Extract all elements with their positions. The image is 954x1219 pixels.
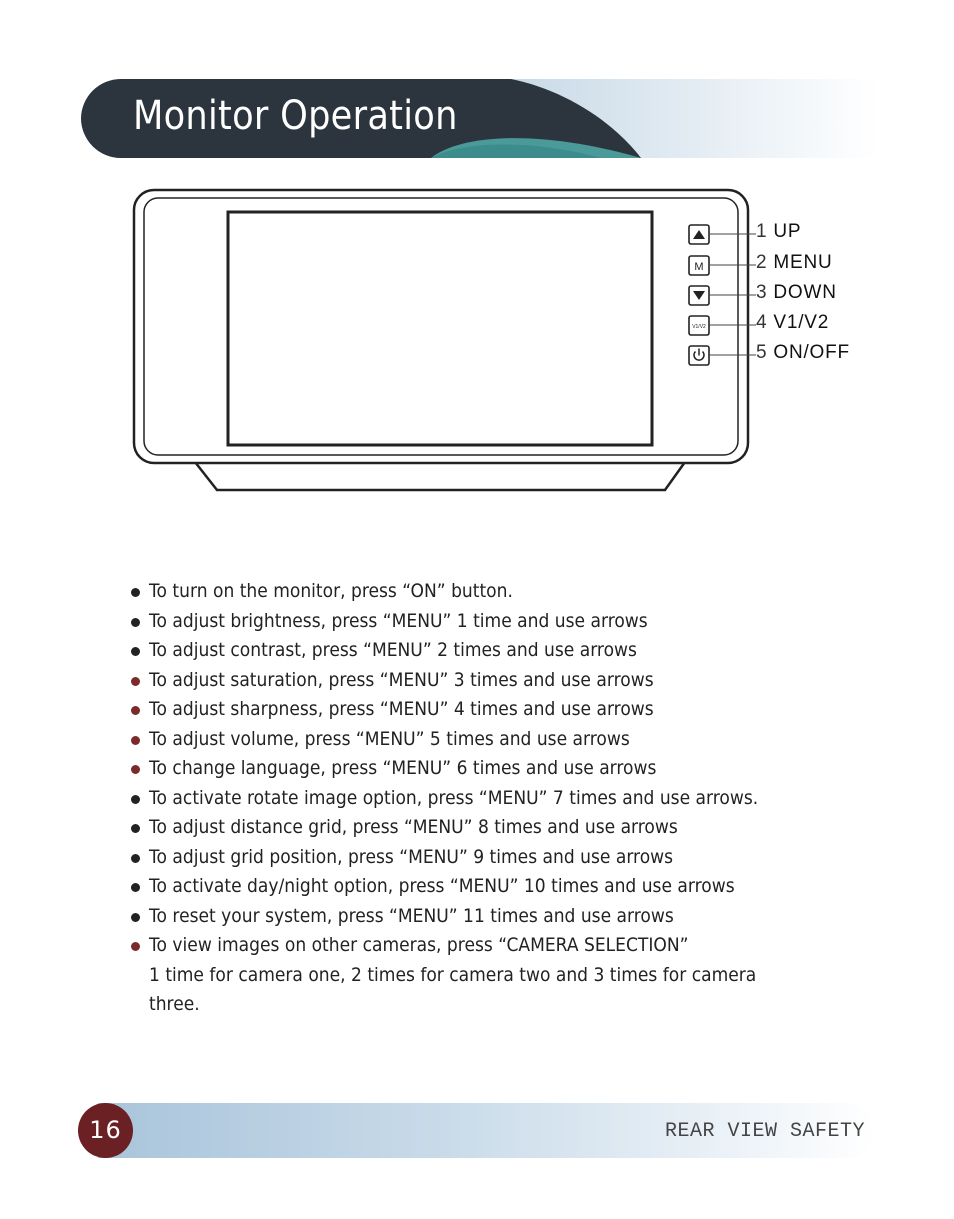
list-item: To adjust sharpness, press “MENU” 4 times and use arrows — [131, 695, 851, 725]
page-number: 16 — [89, 1116, 122, 1144]
menu-m-icon — [689, 256, 709, 275]
svg-text:M: M — [694, 261, 704, 273]
button-label-down: 3 DOWN — [756, 282, 837, 303]
bullet-icon — [131, 736, 140, 745]
brand-name: REAR VIEW SAFETY — [664, 1120, 865, 1143]
page-title: Monitor Operation — [133, 93, 458, 139]
bullet-icon — [131, 706, 140, 715]
bullet-icon — [131, 647, 140, 656]
bullet-icon — [131, 913, 140, 922]
list-item-continuation: three. — [149, 993, 200, 1015]
list-item: To reset your system, press “MENU” 11 times and use arrows — [131, 902, 851, 932]
list-item: To adjust distance grid, press “MENU” 8 times and use arrows — [131, 813, 851, 843]
button-label-onoff: 5 ON/OFF — [756, 342, 850, 363]
button-label-menu: 2 MENU — [756, 252, 833, 273]
instructions-list — [131, 577, 851, 1020]
bullet-icon — [131, 795, 140, 804]
bullet-icon — [131, 677, 140, 686]
down-triangle-icon — [689, 286, 709, 305]
list-item: To turn on the monitor, press “ON” button. — [131, 577, 851, 607]
header-banner — [81, 79, 878, 158]
button-label-v1v2: 4 V1/V2 — [756, 312, 830, 333]
bullet-icon — [131, 942, 140, 951]
svg-text:V1/V2: V1/V2 — [692, 324, 706, 330]
bullet-icon — [131, 588, 140, 597]
list-item: To activate rotate image option, press “MENU” 7 times and use arrows. — [131, 784, 851, 814]
list-item: To adjust volume, press “MENU” 5 times and use arrows — [131, 725, 851, 755]
page-footer — [78, 1103, 875, 1158]
list-item-continuation: 1 time for camera one, 2 times for camera two and 3 times for camera — [149, 963, 757, 986]
bullet-icon — [131, 765, 140, 774]
up-triangle-icon — [689, 225, 709, 244]
list-item: To adjust brightness, press “MENU” 1 time and use arrows — [131, 607, 851, 637]
list-item: To activate day/night option, press “MENU” 10 times and use arrows — [131, 872, 851, 902]
bullet-icon — [131, 854, 140, 863]
v1v2-icon — [689, 316, 709, 335]
list-item: To view images on other cameras, press “CAMERA SELECTION” — [131, 931, 851, 961]
bullet-icon — [131, 618, 140, 627]
list-item: To change language, press “MENU” 6 times and use arrows — [131, 754, 851, 784]
power-icon — [689, 346, 709, 365]
list-item: To adjust saturation, press “MENU” 3 times and use arrows — [131, 666, 851, 696]
list-item: To adjust grid position, press “MENU” 9 times and use arrows — [131, 843, 851, 873]
list-item: To adjust contrast, press “MENU” 2 times and use arrows — [131, 636, 851, 666]
bullet-icon — [131, 824, 140, 833]
footer-bar — [98, 1103, 875, 1158]
button-label-up: 1 UP — [756, 221, 802, 242]
bullet-icon — [131, 883, 140, 892]
monitor-diagram — [120, 180, 880, 500]
